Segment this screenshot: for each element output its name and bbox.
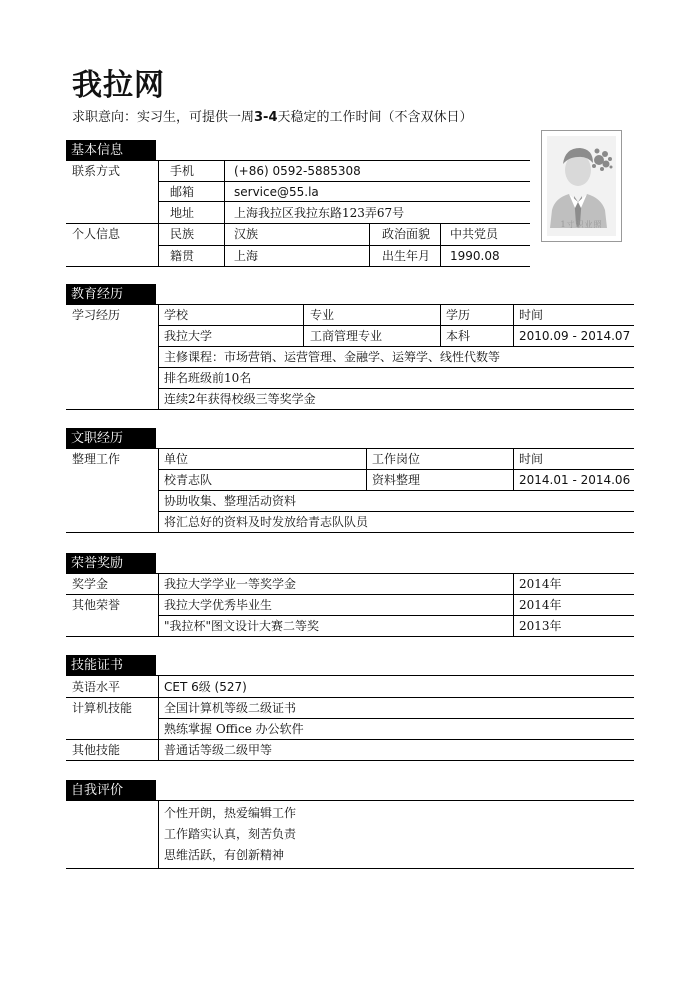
divider — [513, 304, 514, 346]
divider — [366, 448, 367, 490]
self-eval-line: 工作踏实认真，刻苦负责 — [164, 827, 297, 841]
divider — [66, 304, 634, 305]
divider — [66, 573, 634, 574]
address-value: 上海我拉区我拉东路123弄67号 — [234, 206, 405, 220]
divider — [66, 223, 530, 224]
photo-label: 1寸职业照 — [560, 220, 603, 229]
divider — [158, 615, 634, 616]
divider — [158, 160, 159, 266]
col-work-period: 时间 — [519, 452, 544, 466]
honor-year: 2013年 — [519, 619, 562, 633]
political-value: 中共党员 — [450, 227, 499, 241]
section-skills-title: 技能证书 — [66, 655, 156, 676]
divider — [66, 739, 634, 740]
english-label: 英语水平 — [72, 680, 121, 694]
unit-value: 校青志队 — [164, 473, 213, 487]
divider — [66, 266, 530, 267]
work-label: 整理工作 — [72, 452, 121, 466]
divider — [158, 675, 159, 760]
divider — [66, 697, 634, 698]
edu-period-value: 2010.09 - 2014.07 — [519, 329, 631, 343]
computer-value-2: 熟练掌握 Office 办公软件 — [164, 722, 304, 736]
col-period: 时间 — [519, 308, 544, 322]
honor-item: "我拉杯"图文设计大赛二等奖 — [164, 619, 320, 633]
section-basic-title: 基本信息 — [66, 140, 156, 161]
divider — [158, 469, 634, 470]
computer-label: 计算机技能 — [72, 701, 133, 715]
english-value: CET 6级 (527) — [164, 680, 247, 694]
divider — [158, 346, 634, 347]
divider — [158, 388, 634, 389]
col-major: 专业 — [310, 308, 335, 322]
person-photo-icon — [547, 136, 616, 236]
section-education-title: 教育经历 — [66, 284, 156, 305]
self-eval-line: 思维活跃，有创新精神 — [164, 848, 285, 862]
divider — [158, 573, 159, 636]
honor-year: 2014年 — [519, 598, 562, 612]
divider — [158, 201, 530, 202]
intent-days: 3-4 — [254, 110, 278, 125]
divider — [66, 636, 634, 637]
phone-value: (+86) 0592-5885308 — [234, 164, 361, 178]
study-label: 学习经历 — [72, 308, 121, 322]
other-skill-value: 普通话等级二级甲等 — [164, 743, 273, 757]
honor-year: 2014年 — [519, 577, 562, 591]
contact-label: 联系方式 — [72, 164, 121, 178]
section-work-title: 文职经历 — [66, 428, 156, 449]
divider — [158, 718, 634, 719]
major-value: 工商管理专业 — [310, 329, 383, 343]
divider — [66, 532, 634, 533]
self-eval-line: 个性开朗，热爱编辑工作 — [164, 806, 297, 820]
computer-value-1: 全国计算机等级二级证书 — [164, 701, 297, 715]
divider — [66, 760, 634, 761]
birth-value: 1990.08 — [450, 249, 500, 263]
job-intent — [72, 108, 473, 128]
divider — [158, 448, 159, 532]
divider — [224, 160, 225, 266]
section-self-eval-title: 自我评价 — [66, 780, 156, 801]
duty-1: 协助收集、整理活动资料 — [164, 494, 297, 508]
duty-2: 将汇总好的资料及时发放给青志队队员 — [164, 515, 369, 529]
ethnicity-value: 汉族 — [234, 227, 259, 241]
honor-item: 我拉大学学业一等奖学金 — [164, 577, 297, 591]
divider — [158, 800, 159, 868]
email-value: service@55.la — [234, 185, 319, 199]
divider — [66, 409, 634, 410]
school-value: 我拉大学 — [164, 329, 213, 343]
work-period-value: 2014.01 - 2014.06 — [519, 473, 631, 487]
other-honor-label: 其他荣誉 — [72, 598, 121, 612]
divider — [66, 800, 634, 801]
address-label: 地址 — [170, 206, 195, 220]
divider — [158, 245, 530, 246]
intent-prefix: 求职意向：实习生，可提供一周 — [72, 110, 255, 125]
col-degree: 学历 — [446, 308, 471, 322]
divider — [513, 573, 514, 636]
political-label: 政治面貌 — [382, 227, 431, 241]
divider — [369, 223, 370, 266]
candidate-name: 我拉网 — [72, 68, 165, 103]
divider — [66, 868, 634, 869]
divider — [440, 304, 441, 346]
divider — [158, 325, 634, 326]
scholarship-label: 奖学金 — [72, 577, 109, 591]
divider — [158, 511, 634, 512]
degree-value: 本科 — [446, 329, 471, 343]
hometown-value: 上海 — [234, 249, 259, 263]
personal-label: 个人信息 — [72, 227, 121, 241]
divider — [440, 223, 441, 266]
award-text: 连续2年获得校级三等奖学金 — [164, 392, 316, 406]
photo-placeholder — [541, 130, 622, 242]
section-honors-title: 荣誉奖励 — [66, 553, 156, 574]
position-value: 资料整理 — [372, 473, 421, 487]
honor-item: 我拉大学优秀毕业生 — [164, 598, 273, 612]
divider — [158, 490, 634, 491]
courses-text: 主修课程：市场营销、运营管理、金融学、运筹学、线性代数等 — [164, 350, 501, 364]
other-skill-label: 其他技能 — [72, 743, 121, 757]
divider — [158, 367, 634, 368]
email-label: 邮箱 — [170, 185, 195, 199]
phone-label: 手机 — [170, 164, 195, 178]
col-school: 学校 — [164, 308, 189, 322]
divider — [66, 675, 634, 676]
divider — [158, 304, 159, 409]
col-unit: 单位 — [164, 452, 189, 466]
divider — [303, 304, 304, 346]
col-position: 工作岗位 — [372, 452, 421, 466]
rank-text: 排名班级前10名 — [164, 371, 252, 385]
divider — [66, 448, 634, 449]
birth-label: 出生年月 — [382, 249, 431, 263]
divider — [513, 448, 514, 490]
hometown-label: 籍贯 — [170, 249, 195, 263]
intent-suffix: 天稳定的工作时间（不含双休日） — [277, 110, 473, 125]
divider — [66, 594, 634, 595]
divider — [158, 181, 530, 182]
divider — [66, 160, 530, 161]
ethnicity-label: 民族 — [170, 227, 195, 241]
